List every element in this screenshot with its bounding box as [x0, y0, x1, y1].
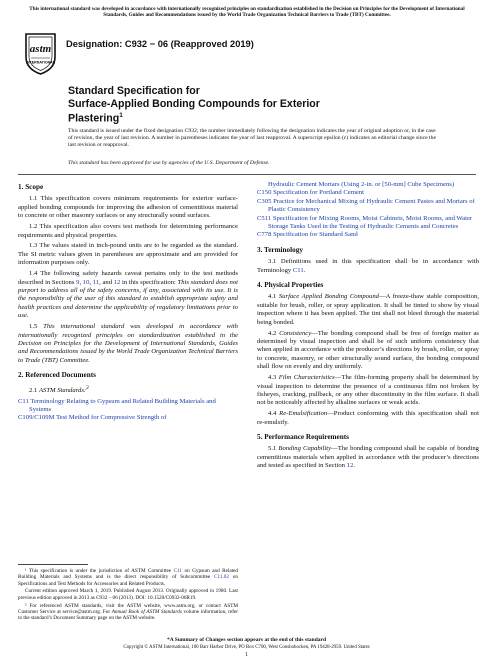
section-12-link[interactable]: 12: [346, 462, 354, 470]
para-1-1: 1.1 This specification covers minimum requirements for exterior surface-applied bonding compounds for improving the adhesion of cementitious material to concrete or other masonry surfaces or any structurally sound surfaces.: [18, 195, 238, 220]
para-1-4-text: 1.4 The following safety hazards caveat pertains only to the test methods described in Sections: [18, 270, 238, 286]
para-body: —The film-forming property shall be determined by visual inspection to determine the presence of a continuous film not broken by fisheyes, cracking, pullback, or any other discontinuity in the film surface. It shall not be noticeably affected by alkaline surfaces or weak acids.: [257, 374, 480, 407]
footnote-divider: [18, 564, 88, 565]
designation: Designation: C932 − 06 (Reapproved 2019): [66, 39, 254, 49]
reference-c11[interactable]: [18, 398, 238, 415]
footnotes: [18, 568, 238, 623]
para-num: 5.1: [268, 445, 279, 453]
footnote-1-edition: Current edition approved March 1, 2019. Published August 2013. Originally approved in 1980. Last previous edition approved in 2013 as C932 – 06 (2013). DOI: 10.1520/C0932-06R19.: [18, 588, 238, 601]
para-1-5-num: 1.5: [29, 323, 44, 331]
safety-caveat: This standard does not purport to address all of the safety concerns, if any, associated with its use. It is the responsibility of the user of this standard to establish appropriate safety and health practices and determine the applicability of regulatory limitations prior to use.: [18, 278, 239, 320]
para-1-4: [18, 270, 238, 320]
standard-title: [68, 85, 448, 125]
para-1-3: 1.3 The values stated in inch-pound units are to be regarded as the standard. The SI metric values given in parentheses are approximate and are provided for information purposes only.: [18, 242, 238, 267]
term: Film Characteristics: [278, 374, 335, 382]
title-footnote-mark: 1: [119, 112, 123, 120]
term: Consistency: [279, 329, 312, 337]
para-num: 4.1: [268, 293, 279, 301]
ref-title[interactable]: Practice for Mechanical Mixing of Hydraulic Cement Pastes and Mortars of Plastic Consistency: [268, 197, 475, 214]
para-num: 4.3: [268, 374, 279, 382]
para-1-2: 1.2 This specification also covers test methods for determining performance requirements and physical properties.: [18, 223, 238, 239]
reference-c150[interactable]: [257, 189, 479, 197]
approved-note: This standard has been approved for use by agencies of the U.S. Department of Defense.: [68, 160, 270, 166]
page-number: 1: [245, 652, 248, 658]
ref-title[interactable]: Specification for Portland Cement: [273, 189, 364, 197]
ref-code[interactable]: C511: [257, 214, 272, 222]
para-1-5: [18, 323, 238, 365]
term: Bonding Capability: [278, 445, 332, 453]
para-num: 4.4: [268, 410, 280, 418]
footnote-2: [18, 603, 238, 622]
and-text: , and: [99, 278, 114, 286]
para-body: —The bonding compound shall be capable of bonding cementitious materials when applied in accordance with the producer’s directions and tested as specified in Section: [257, 445, 479, 470]
section-10-link[interactable]: 10: [82, 278, 90, 286]
term: Surface Applied Bonding Compound: [278, 293, 379, 301]
left-column: [18, 183, 238, 423]
para-1-5-text: This international standard was developed in accordance with internationally recognized principles on standardization established in the Decision on Principles for the Development of International Standards, Guides and Recommendations issued by the World Trade Organization Technical Barriers to Trade (TBT) Committee.: [18, 323, 238, 364]
ref-title[interactable]: Specification for Standard Sand: [273, 231, 358, 239]
para-4-4: [257, 410, 479, 427]
section-4-heading: 4. Physical Properties: [257, 281, 324, 290]
period: .: [353, 462, 355, 470]
ref-title[interactable]: Specification for Mixing Rooms, Moist Cabinets, Moist Rooms, and Water Storage Tanks Used in the Testing of Hydraulic Cements and Concretes: [268, 214, 473, 231]
para-5-1: [257, 445, 479, 470]
para-3-1-text: 3.1 Definitions used in this specification shall be in accordance with Terminology: [257, 258, 479, 274]
reference-c109[interactable]: [18, 414, 238, 422]
para-2-1: [18, 384, 238, 396]
para-3-1: [257, 258, 479, 275]
fn-text: volume information, refer to the standard’s Document Summary page on the ASTM website.: [18, 608, 239, 622]
international-standard-notice: This international standard was developed in accordance with internationally recognized principles on standardization established in the Decision on Principles for the Development of International Standards, Guides and Recommendations issued by the World Trade Organization Technical Barriers to Trade (TBT) Committee.: [29, 6, 465, 19]
section-5-heading: 5. Performance Requirements: [257, 433, 349, 442]
section-9-link[interactable]: 9: [76, 278, 80, 286]
summary-of-changes-note: *A Summary of Changes section appears at the end of this standard: [166, 637, 327, 643]
ref-code[interactable]: C150: [257, 189, 272, 197]
footnote-2-mark: 2: [86, 384, 89, 391]
para-2-1-num: 2.1: [29, 386, 39, 394]
subcommittee-link[interactable]: C11.02: [214, 574, 229, 581]
fn-text: on Gypsum and Related Building Materials and Systems and is the direct responsibility of Subcommittee: [18, 568, 238, 581]
terminology-c11-link[interactable]: C11: [292, 266, 304, 274]
ref-title[interactable]: Test Method for Compressive Strength of: [56, 414, 167, 422]
svg-text:astm: astm: [29, 43, 52, 55]
para-body: —A freeze-thaw stable composition, suitable for brush, roller, or spray application. It shall be tinted to show by visual inspection where it has been applied. The tint shall not bleed through the material being bonded.: [257, 293, 479, 326]
footnote-1: [18, 568, 238, 587]
para-body: —Product conforming with this specification shall not re-emulsify.: [257, 410, 479, 426]
ref-code[interactable]: C305: [257, 197, 272, 205]
para-4-1: [257, 293, 479, 327]
reference-c778[interactable]: [257, 231, 479, 239]
para-4-3: [257, 374, 479, 408]
logo-text: INTERNATIONAL: [25, 60, 56, 65]
reference-c305[interactable]: [257, 198, 479, 215]
ref-code[interactable]: C109/C109M: [18, 414, 55, 422]
title-line-2: Surface-Applied Bonding Compounds for Exterior: [68, 97, 320, 110]
header-divider: [18, 174, 476, 175]
reference-c109-continued[interactable]: [257, 181, 479, 189]
para-4-2: [257, 330, 479, 372]
astm-standards-label: ASTM Standards:: [38, 386, 87, 394]
para-num: 4.2: [268, 329, 280, 337]
section-1-heading: 1. Scope: [18, 183, 44, 191]
period: .: [303, 266, 306, 274]
section-3-heading: 3. Terminology: [257, 245, 303, 254]
ref-title[interactable]: Terminology Relating to Gypsum and Related Building Materials and Systems: [29, 397, 216, 414]
ref-code[interactable]: C778: [257, 231, 272, 239]
para-1-4-text-b: in this specification:: [120, 278, 178, 286]
term: Re-Emulsification: [279, 410, 328, 418]
astm-international-logo: [23, 31, 58, 76]
copyright-notice: Copyright © ASTM International, 100 Barr Harbor Drive, PO Box C700, West Conshohocken, PA 19428-2959. United States: [123, 645, 370, 650]
committee-c11-link[interactable]: C11: [173, 568, 183, 574]
title-line-3: Plastering: [68, 112, 120, 125]
section-2-heading: 2. Referenced Documents: [18, 371, 96, 380]
para-body: —The bonding compound shall be free of foreign matter as determined by visual inspection and shall be of such uniform consistency that when applied in accordance with the producer’s directions by brush, roller, or spray to concrete, masonry, or other structurally sound surface, the bonding compound shall flow on evenly and dry uniformly.: [257, 329, 480, 371]
comma: ,: [89, 278, 93, 286]
right-column: [257, 181, 479, 473]
issued-note: This standard is issued under the fixed designation C932; the number immediately following the designation indicates the year of original adoption or, in the case of revision, the year of last revision. A number in parentheses indicates the year of last reapproval. A superscript epsilon (ε) indicates an editorial change since the last revision or reapproval.: [68, 128, 437, 149]
annual-book-title: Annual Book of ASTM Standards: [111, 608, 182, 615]
fn-text: ¹ This specification is under the jurisdiction of ASTM Committee: [25, 568, 174, 574]
ref-code[interactable]: C11: [18, 397, 29, 405]
reference-c511[interactable]: [257, 215, 479, 232]
ref-title-continued[interactable]: Hydraulic Cement Mortars (Using 2-in. or [50-mm] Cube Specimens): [268, 181, 455, 188]
fn-text: ² For referenced ASTM standards, visit the ASTM website, www.astm.org, or contact ASTM Customer Service at service@astm.org. For: [18, 602, 238, 615]
section-12-link[interactable]: 12: [113, 278, 121, 286]
fn-text: on Specifications and Test Methods for Accessories and Related Products.: [18, 574, 238, 587]
title-line-1: Standard Specification for: [68, 85, 200, 97]
comma: ,: [79, 278, 83, 286]
section-11-link[interactable]: 11: [92, 278, 100, 286]
